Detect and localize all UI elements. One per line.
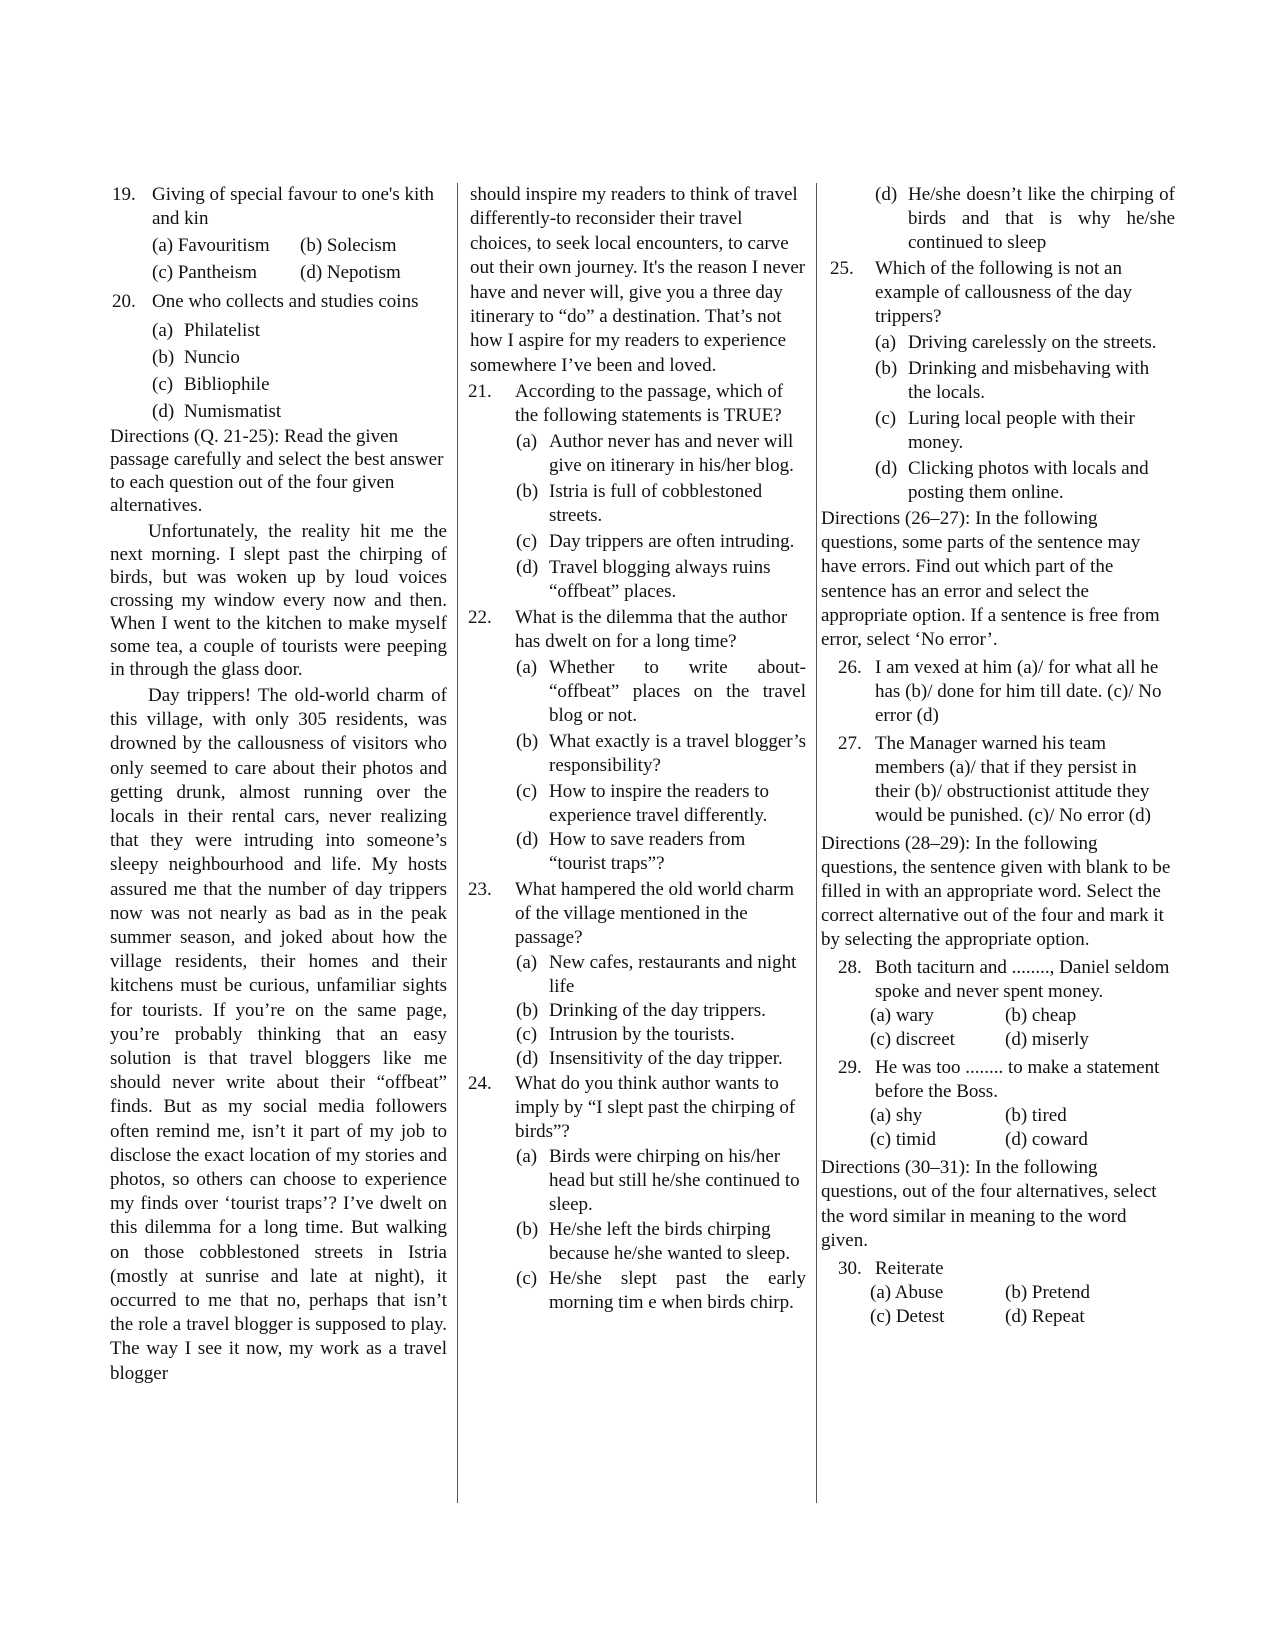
passage-paragraph-2: Day trippers! The old-world charm of this village, with only 305 residents, was drowned by the callousness of visitors who only seemed to care about their photos and getting drunk, almost running over the locals in their rental cars, never realizing that they were intruding into someone’s sleepy neighbourhood and life. My hosts assured me that the number of day trippers now was not nearly as bad as in the peak summer season, and joked about how the village residents, their homes and their kitchens must be curious, unfamiliar sights for tourists. If you’re on the same page, you’re probably thinking that an easy solution is that travel bloggers like me should never write about their “offbeat” finds. But as my social media followers often remind me, isn’t it part of my job to disclose the exact location of my stories and photos, so others can choose to experience my finds over ‘tourist traps’? I’ve dwelt on this dilemma for a long time. But walking on those cobblestoned streets in Istria (mostly at sunrise and late at night), it occurred to me that no, perhaps that isn’t the role a travel blogger is supposed to play. The way I see it now, my work as a travel blogger [110, 685, 447, 1384]
question-29 [838, 1056, 1175, 1104]
question-number: 27. [838, 733, 862, 755]
option-c: (c) timid [870, 1129, 936, 1151]
question-24 [468, 1072, 806, 1144]
option-label: (d) [516, 1048, 539, 1070]
options-20 [152, 317, 447, 425]
directions-21-25: Directions (Q. 21-25): Read the given passage carefully and select the best answer to each question out of the four given alternatives. [110, 426, 444, 516]
question-text: One who collects and studies coins [152, 291, 419, 312]
option-label: (b) [516, 731, 539, 753]
question-number: 23. [468, 879, 492, 901]
option-b [516, 1218, 806, 1266]
question-27 [838, 732, 1175, 828]
option-d: (d) Repeat [1005, 1306, 1085, 1328]
option-label: (c) [516, 1024, 538, 1046]
question-text: The Manager warned his team members (a)/ that if they persist in their (b)/ obstructionist attitude they would be punished. (c)/ No error (d) [875, 733, 1151, 827]
option-a [516, 951, 806, 999]
option-b: (b) Pretend [1005, 1282, 1090, 1304]
option-d: (d) coward [1005, 1129, 1088, 1151]
option-label: (d) [516, 557, 539, 579]
question-number: 26. [838, 657, 862, 679]
question-text: What hampered the old world charm of the village mentioned in the passage? [515, 879, 795, 949]
option-c [875, 407, 1175, 455]
option-b: (b) Solecism [300, 235, 397, 256]
option-a: Philatelist [184, 320, 260, 341]
question-text: Giving of special favour to one's kith and kin [152, 184, 435, 229]
option-text: Author never has and never will give on itinerary in his/her blog. [549, 431, 794, 477]
option-label: (a) [875, 332, 897, 353]
question-text: According to the passage, which of the following statements is TRUE? [515, 381, 784, 427]
option-label: (a) [152, 320, 174, 341]
question-26 [838, 656, 1175, 728]
option-text: He/she doesn’t like the chirping of birds and that is why he/she continued to sleep [908, 184, 1175, 253]
option-label: (d) [875, 458, 898, 479]
option-label: (c) [516, 531, 538, 553]
question-21 [468, 380, 806, 428]
option-d: (d) miserly [1005, 1029, 1089, 1051]
option-b [516, 480, 806, 528]
option-label: (b) [875, 358, 898, 379]
option-label: (a) [516, 431, 538, 453]
column-2 [470, 183, 806, 1315]
question-19 [112, 183, 447, 231]
question-23 [468, 878, 806, 950]
option-c: Bibliophile [184, 374, 270, 395]
question-28 [838, 956, 1175, 1004]
option-label: (a) [516, 952, 538, 974]
option-a: (a) wary [870, 1005, 934, 1027]
option-label: (a) [516, 657, 538, 679]
option-label: (d) [875, 184, 898, 205]
passage-paragraph-1: Unfortunately, the reality hit me the next morning. I slept past the chirping of birds, but was woken up by loud voices crossing my window every now and then. When I went to the kitchen to make myself some tea, a couple of tourists were peeping in through the glass door. [110, 521, 447, 680]
question-number: 25. [830, 258, 854, 279]
option-b: Nuncio [184, 347, 240, 368]
option-text: Travel blogging always ruins “offbeat” places. [549, 557, 771, 603]
option-text: Day trippers are often intruding. [549, 531, 795, 553]
question-number: 30. [838, 1258, 862, 1280]
question-number: 29. [838, 1057, 862, 1079]
option-text: What exactly is a travel blogger’s responsibility? [549, 731, 806, 777]
question-number: 19. [112, 184, 136, 205]
option-text: Istria is full of cobblestoned streets. [549, 481, 763, 527]
column-1 [112, 183, 447, 1386]
options-28 [870, 1004, 1175, 1052]
option-text: Whether to write about- “offbeat” places on the travel blog or not. [549, 657, 806, 727]
option-text: Insensitivity of the day tripper. [549, 1048, 783, 1070]
option-c: (c) Detest [870, 1306, 945, 1328]
question-number: 28. [838, 957, 862, 979]
question-text: Both taciturn and ........, Daniel seldom spoke and never spent money. [875, 957, 1170, 1003]
option-label: (d) [152, 401, 175, 422]
options-30 [870, 1281, 1175, 1329]
question-22 [468, 606, 806, 654]
option-a: (a) shy [870, 1105, 923, 1127]
option-text: He/she slept past the early morning tim e when birds chirp. [549, 1268, 806, 1314]
option-label: (c) [152, 374, 174, 395]
question-25 [830, 257, 1175, 329]
option-label: (c) [516, 781, 538, 803]
option-b: (b) tired [1005, 1105, 1067, 1127]
option-c: (c) Pantheism [152, 262, 258, 283]
option-a [516, 656, 806, 728]
option-c [516, 1023, 806, 1047]
question-text: Reiterate [875, 1258, 944, 1280]
option-d [875, 457, 1175, 505]
question-number: 24. [468, 1073, 492, 1095]
option-label: (b) [516, 481, 539, 503]
option-label: (b) [152, 347, 175, 368]
option-c [516, 780, 806, 828]
option-label: (b) [516, 1000, 539, 1022]
option-d: (d) Nepotism [300, 262, 401, 283]
question-text: Which of the following is not an example of callousness of the day trippers? [875, 258, 1132, 327]
question-text: He was too ........ to make a statement before the Boss. [875, 1057, 1160, 1103]
option-text: New cafes, restaurants and night life [549, 952, 797, 998]
option-text: Driving carelessly on the streets. [908, 332, 1157, 353]
option-text: Drinking and misbehaving with the locals. [908, 358, 1150, 403]
option-b [516, 999, 806, 1023]
option-label: (b) [516, 1219, 539, 1241]
column-3 [821, 183, 1175, 1329]
directions-26-27: Directions (26–27): In the following questions, some parts of the sentence may have errors. Find out which part of the sentence has an error and select the appropriate option. If a sentence is free from error, select ‘No error’. [821, 508, 1160, 651]
question-number: 20. [112, 291, 136, 312]
option-a [516, 430, 806, 478]
option-c [516, 1267, 806, 1315]
option-a: (a) Abuse [870, 1282, 944, 1304]
options-29 [870, 1104, 1175, 1152]
option-text: Drinking of the day trippers. [549, 1000, 766, 1022]
option-text: Birds were chirping on his/her head but still he/she continued to sleep. [549, 1146, 800, 1216]
option-text: How to save readers from “tourist traps”? [549, 829, 746, 875]
option-label: (c) [516, 1268, 538, 1290]
option-text: Intrusion by the tourists. [549, 1024, 735, 1046]
option-d [516, 1047, 806, 1071]
option-b [875, 357, 1175, 405]
option-text: Luring local people with their money. [908, 408, 1135, 453]
question-20 [112, 290, 447, 314]
option-a [516, 1145, 806, 1217]
option-a [875, 331, 1175, 355]
column-divider [816, 183, 817, 1503]
column-divider [457, 183, 458, 1503]
option-text: How to inspire the readers to experience travel differently. [549, 781, 770, 827]
question-text: I am vexed at him (a)/ for what all he has (b)/ done for him till date. (c)/ No error (d) [875, 657, 1162, 727]
question-24-option-d [875, 183, 1175, 255]
option-b [516, 730, 806, 778]
question-text: What do you think author wants to imply by “I slept past the chirping of birds”? [515, 1073, 796, 1143]
question-text: What is the dilemma that the author has dwelt on for a long time? [515, 607, 788, 653]
option-d [516, 556, 806, 604]
option-c: (c) discreet [870, 1029, 955, 1051]
option-text: Clicking photos with locals and posting them online. [908, 458, 1149, 503]
directions-28-29: Directions (28–29): In the following questions, the sentence given with blank to be filled in with an appropriate word. Select the correct alternative out of the four and mark it by selecting the appropriate option. [821, 833, 1171, 951]
option-label: (a) [516, 1146, 538, 1168]
option-a: (a) Favouritism [152, 235, 270, 256]
option-d [516, 828, 806, 876]
option-c [516, 530, 806, 554]
options-19 [152, 234, 447, 285]
option-d: Numismatist [184, 401, 282, 422]
option-label: (d) [516, 829, 539, 851]
option-label: (c) [875, 408, 897, 429]
option-b: (b) cheap [1005, 1005, 1077, 1027]
question-number: 22. [468, 607, 492, 629]
directions-30-31: Directions (30–31): In the following questions, out of the four alternatives, select the word similar in meaning to the word given. [821, 1157, 1157, 1251]
question-30 [838, 1257, 1175, 1281]
passage-continuation: should inspire my readers to think of travel differently-to reconsider their travel choices, to seek local encounters, to carve out their own journey. It's the reason I never have and never will, give you a three day itinerary to “do” a destination. That’s not how I aspire for my readers to experience somewhere I’ve been and loved. [470, 184, 806, 376]
option-text: He/she left the birds chirping because he/she wanted to sleep. [549, 1219, 791, 1265]
question-number: 21. [468, 381, 492, 403]
